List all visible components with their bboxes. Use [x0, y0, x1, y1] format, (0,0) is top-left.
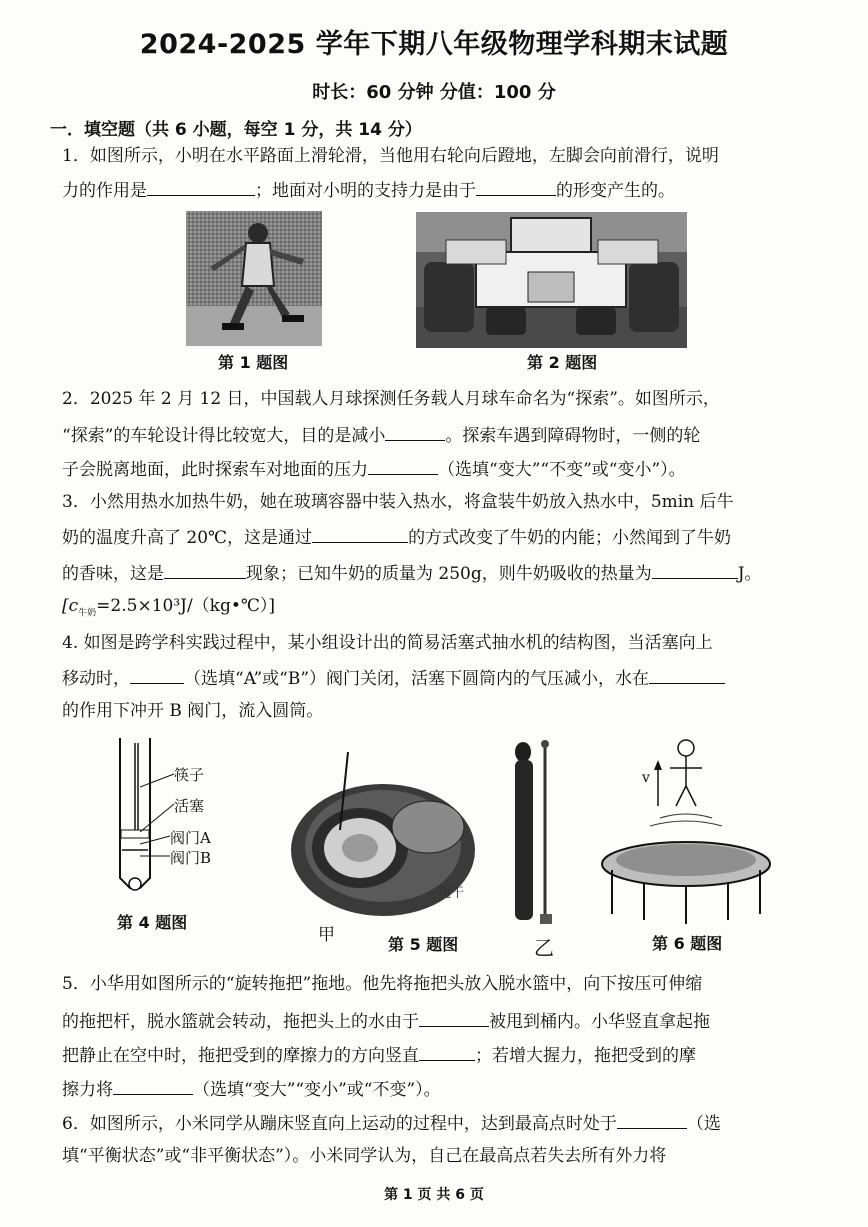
fig5-caption: 第 5 题图: [388, 935, 459, 954]
fig5-label-yi: 乙: [534, 936, 554, 960]
fig1-caption: 第 1 题图: [218, 353, 289, 372]
q2-text-b: 。探索车遇到障碍物时，一侧的轮: [445, 426, 701, 446]
q5-line2: [62, 1008, 710, 1034]
q6-text-b: （选: [686, 1114, 721, 1134]
q1-blank-2[interactable]: [476, 177, 556, 196]
exam-duration-score: 时长：60 分钟 分值：100 分: [312, 82, 556, 103]
q6-line1: [62, 1110, 721, 1136]
q4-line3: 的作用下冲开 B 阀门，流入圆筒。: [62, 701, 324, 721]
fig6-velocity-label: v: [642, 770, 650, 786]
q5-text-d: ；若增大握力，拖把受到的摩: [475, 1046, 696, 1066]
fig4-leader-lines: [140, 772, 180, 862]
q5-blank-2[interactable]: [419, 1042, 475, 1061]
q4-text-a: 移动时，: [62, 669, 130, 689]
q6-blank-1[interactable]: [617, 1110, 687, 1129]
q3-formula-c: [c: [62, 596, 79, 616]
section-heading: 一．填空题（共 6 小题，每空 1 分，共 14 分）: [50, 120, 422, 140]
q5-text-c: 把静止在空中时，拖把受到的摩擦力的方向竖直: [62, 1046, 419, 1066]
fig6-caption: 第 6 题图: [652, 934, 723, 953]
q5-blank-1[interactable]: [419, 1008, 489, 1027]
q2-text-c: 子会脱离地面，此时探索车对地面的压力: [62, 460, 368, 480]
q2-blank-2[interactable]: [368, 456, 438, 475]
fig2-lunar-rover-photo: [416, 212, 687, 348]
fig5-person-holding-mop: [505, 738, 575, 928]
q5-blank-3[interactable]: [113, 1076, 193, 1095]
q3-line1: 3．小然用热水加热牛奶，她在玻璃容器中装入热水，将盒装牛奶放入热水中，5min 后牛: [62, 492, 734, 512]
q3-text-e: J。: [737, 564, 762, 584]
q5-line4: [62, 1076, 441, 1102]
fig2-illustration: [416, 212, 687, 348]
q1-text-a: 力的作用是: [62, 181, 147, 201]
q2-text-d: （选填“变大”“不变”或“变小”）。: [438, 460, 686, 480]
q3-blank-1[interactable]: [312, 524, 408, 543]
q4-text-b: （选填“A”或“B”）阀门关闭，活塞下圆筒内的气压减小，水在: [184, 669, 650, 689]
q2-line1: 2．2025 年 2 月 12 日，中国载人月球探测任务载人月球车命名为“探索”。如图所示，: [62, 389, 720, 409]
q5-text-a: 的拖把杆，脱水篮就会转动，拖把头上的水由于: [62, 1012, 419, 1032]
fig6-trampoline: [600, 738, 780, 928]
q1-blank-1[interactable]: [147, 177, 255, 196]
q3-line2: [62, 524, 731, 550]
q1-text-b: ；地面对小明的支持力是由于: [255, 181, 476, 201]
q3-text-d: 现象；已知牛奶的质量为 250g，则牛奶吸收的热量为: [246, 564, 652, 584]
q5-text-b: 被甩到桶内。小华竖直拿起拖: [489, 1012, 710, 1032]
q3-line3: [62, 560, 762, 586]
fig4-label-valve-a: 阀门A: [170, 829, 211, 847]
q6-text-a: 6．如图所示，小米同学从蹦床竖直向上运动的过程中，达到最高点时处于: [62, 1114, 617, 1134]
fig1-rollerskater-photo: [186, 211, 322, 346]
q4-blank-2[interactable]: [649, 665, 725, 684]
fig1-illustration: [186, 211, 322, 346]
fig5-label-jia: 甲: [318, 925, 335, 945]
q4-line1: 4. 如图是跨学科实践过程中，某小组设计出的简易活塞式抽水机的结构图，当活塞向上: [62, 633, 713, 653]
q1-line2: [62, 177, 675, 203]
q5-line1: 5．小华用如图所示的“旋转拖把”拖地。他先将拖把头放入脱水篮中，向下按压可伸缩: [62, 974, 703, 994]
q1-text-c: 的形变产生的。: [556, 181, 675, 201]
q3-line4: [62, 594, 275, 625]
fig2-caption: 第 2 题图: [527, 353, 598, 372]
q1-line1: 1．如图所示，小明在水平路面上滑轮滑，当他用右轮向后蹬地，左脚会向前滑行，说明: [62, 146, 719, 166]
q4-line2: [62, 665, 725, 691]
q3-text-a: 奶的温度升高了 20℃，这是通过: [62, 528, 313, 548]
q5-text-f: （选填“变大”“变小”或“不变”）。: [193, 1080, 441, 1100]
q5-line3: [62, 1042, 696, 1068]
q2-text-a: “探索”的车轮设计得比较宽大，目的是减小: [62, 426, 386, 446]
q3-formula-sub: 牛奶: [78, 608, 97, 619]
page-title: 2024-2025 学年下期八年级物理学科期末试题: [139, 29, 729, 60]
q2-line3: [62, 456, 686, 482]
fig4-label-chopstick: 筷子: [174, 766, 205, 784]
q3-blank-3[interactable]: [652, 560, 738, 579]
page-number: 第 1 页 共 6 页: [384, 1187, 484, 1203]
q4-blank-1[interactable]: [130, 665, 184, 684]
q3-text-b: 的方式改变了牛奶的内能；小然闻到了牛奶: [408, 528, 732, 548]
q6-line2: 填“平衡状态”或“非平衡状态”）。小米同学认为，自己在最高点若失去所有外力将: [62, 1146, 667, 1166]
q5-text-e: 擦力将: [62, 1080, 113, 1100]
fig4-caption: 第 4 题图: [117, 913, 188, 932]
q2-line2: [62, 422, 700, 448]
fig4-label-valve-b: 阀门B: [170, 849, 212, 867]
q3-formula-rest: =2.5×10³J/（kg•℃）]: [96, 596, 276, 616]
q3-text-c: 的香味，这是: [62, 564, 164, 584]
fig4-label-piston: 活塞: [174, 797, 205, 815]
q2-blank-1[interactable]: [385, 422, 445, 441]
fig5-spin-mark: 甩干: [438, 886, 465, 901]
q3-blank-2[interactable]: [164, 560, 246, 579]
